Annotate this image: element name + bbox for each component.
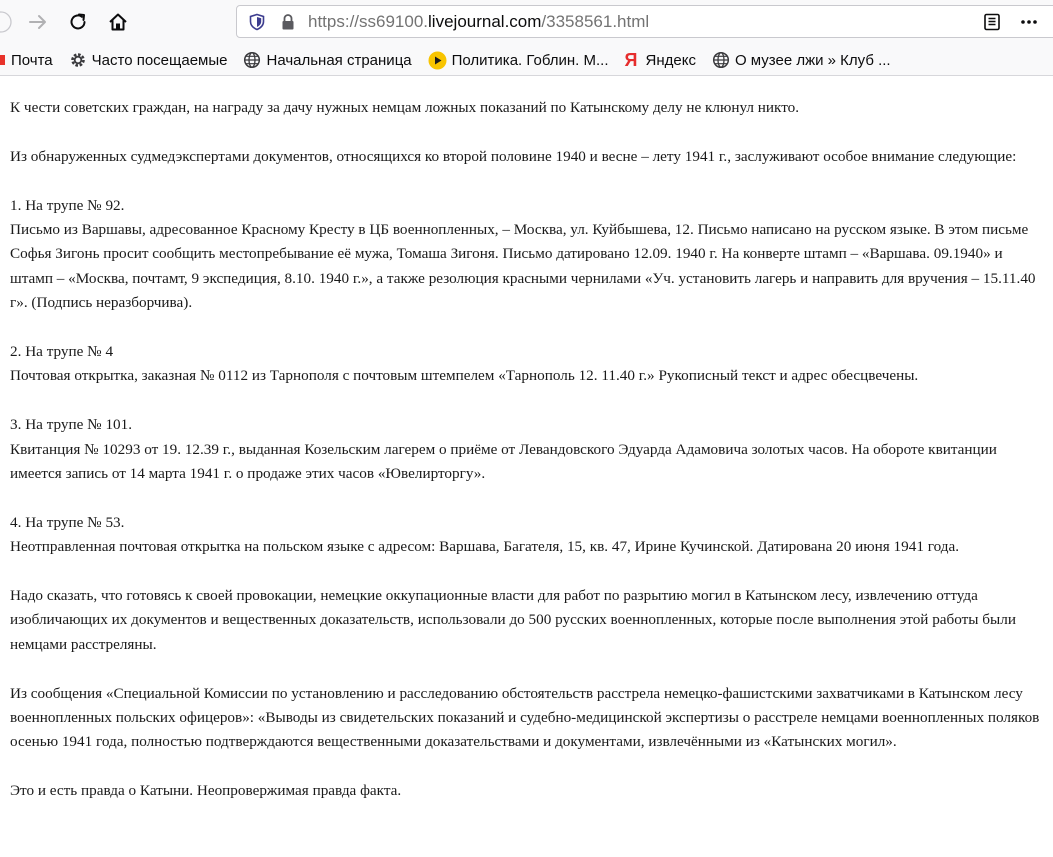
evidence-text: Письмо из Варшавы, адресованное Красному Кресту в ЦБ военнопленных, – Москва, ул. Куйбышева, 12. Письмо написано на русском языке. В этом письме Софья Зигонь просит сообщить местопребывание её мужа, Томаша Зигоня. Письмо датировано 12.09. 1940 г. На конверте штамп – «Варшава. 09.1940» и штамп – «Москва, почтамт, 9 экспедиция, 8.10. 1940 г.», а также резолюция красными чернилами «Уч. установить лагерь и направить для вручения – 15.11.40 г». (Подпись неразборчива). bbox=[10, 221, 1036, 312]
bookmark-label: Начальная страница bbox=[266, 51, 412, 69]
bookmark-label: О музее лжи » Клуб ... bbox=[734, 51, 891, 69]
forward-button[interactable] bbox=[23, 7, 53, 37]
bookmark-museum[interactable] bbox=[712, 51, 891, 69]
url-path: /3358561.html bbox=[541, 11, 650, 31]
paragraph-provocation: Надо сказать, что готовясь к своей провокации, немецкие оккупационные власти для работ по разрытию могил в Катынском лесу, извлечению оттуда изобличающих их документов и вещественных доказательств, использовали до 500 русских военнопленных, которые после выполнения этой работы были немцами расстреляны. bbox=[10, 587, 1016, 653]
yandex-icon: Я bbox=[624, 49, 638, 70]
bookmark-yandex[interactable] bbox=[625, 50, 696, 71]
article-body bbox=[10, 96, 1045, 828]
reload-button[interactable] bbox=[63, 7, 93, 37]
evidence-title: 2. На трупе № 4 bbox=[10, 343, 114, 361]
back-button[interactable] bbox=[0, 7, 16, 37]
evidence-text: Неотправленная почтовая открытка на польском языке с адресом: Варшава, Багателя, 15, кв. 47, Ирине Кучинской. Датирована 20 июня 1941 года. bbox=[10, 538, 959, 556]
globe-icon bbox=[243, 51, 261, 69]
url-prefix: https://ss69100. bbox=[308, 11, 429, 31]
back-arrow-icon bbox=[0, 11, 12, 33]
reload-icon bbox=[67, 11, 89, 33]
evidence-text: Квитанция № 10293 от 19. 12.39 г., выданная Козельским лагерем о приёме от Левандовского Эдуарда Адамовича золотых часов. На обороте квитанции имеется запись от 14 марта 1941 г. о продаже этих часов «Ювелирторгу». bbox=[10, 440, 997, 483]
home-icon bbox=[107, 11, 129, 33]
reader-view-button[interactable] bbox=[977, 7, 1007, 37]
browser-toolbar bbox=[0, 0, 1053, 45]
evidence-item-1 bbox=[10, 194, 1045, 316]
address-bar[interactable] bbox=[236, 5, 1053, 38]
paragraph-documents: Из обнаруженных судмедэкспертами документов, относящихся ко второй половине 1940 и весне – лету 1941 г., заслуживают особое внимание следующие: bbox=[10, 147, 1017, 165]
evidence-title: 1. На трупе № 92. bbox=[10, 196, 125, 214]
evidence-text: Почтовая открытка, заказная № 0112 из Тарнополя с почтовым штемпелем «Тарнополь 12. 11.40 г.» Рукописный текст и адрес обесцвечены. bbox=[10, 367, 919, 385]
url-text[interactable] bbox=[308, 12, 649, 32]
bookmark-label: Часто посещаемые bbox=[91, 51, 228, 69]
tracking-protection-icon[interactable] bbox=[248, 13, 266, 31]
bookmark-label: Почта bbox=[11, 51, 53, 69]
home-button[interactable] bbox=[103, 7, 133, 37]
evidence-title: 4. На трупе № 53. bbox=[10, 513, 125, 531]
page-actions-button[interactable] bbox=[1014, 7, 1044, 37]
gear-icon bbox=[69, 51, 87, 69]
evidence-item-4 bbox=[10, 511, 1045, 560]
paragraph-commission: Из сообщения «Специальной Комиссии по установлению и расследованию обстоятельств расстрела немецко-фашистскими захватчиками в Катынском лесу военнопленных польских офицеров»: «Выводы из свидетельских показаний и судебно-медицинской экспертизы о расстреле немцами военнопленных поляков осенью 1941 года, полностью подтверждаются вещественными доказательствами и документами, извлечёнными из «Катынских могил». bbox=[10, 684, 1040, 751]
paragraph-intro: К чести советских граждан, на награду за дачу нужных немцам ложных показаний по Катынскому делу не клюнул никто. bbox=[10, 99, 800, 116]
bookmark-start-page[interactable] bbox=[243, 51, 411, 69]
bookmarks-toolbar bbox=[0, 45, 1053, 76]
globe-icon bbox=[712, 51, 730, 69]
forward-arrow-icon bbox=[27, 11, 49, 33]
evidence-item-3 bbox=[10, 413, 1045, 486]
bookmark-label: Политика. Гоблин. М... bbox=[451, 51, 609, 69]
mail-icon bbox=[0, 52, 6, 68]
bookmark-pochta[interactable] bbox=[0, 52, 53, 69]
bookmark-frequent[interactable] bbox=[69, 51, 228, 69]
bookmark-politika[interactable] bbox=[428, 51, 609, 70]
play-icon bbox=[428, 51, 447, 70]
evidence-item-2 bbox=[10, 340, 1045, 389]
lock-icon[interactable] bbox=[280, 13, 296, 31]
more-dots-icon bbox=[1019, 12, 1039, 32]
reader-view-icon bbox=[982, 12, 1002, 32]
evidence-title: 3. На трупе № 101. bbox=[10, 416, 133, 434]
paragraph-conclusion: Это и есть правда о Катыни. Неопровержимая правда факта. bbox=[10, 782, 402, 800]
bookmark-label: Яндекс bbox=[645, 51, 696, 69]
url-domain: livejournal.com bbox=[428, 11, 542, 31]
